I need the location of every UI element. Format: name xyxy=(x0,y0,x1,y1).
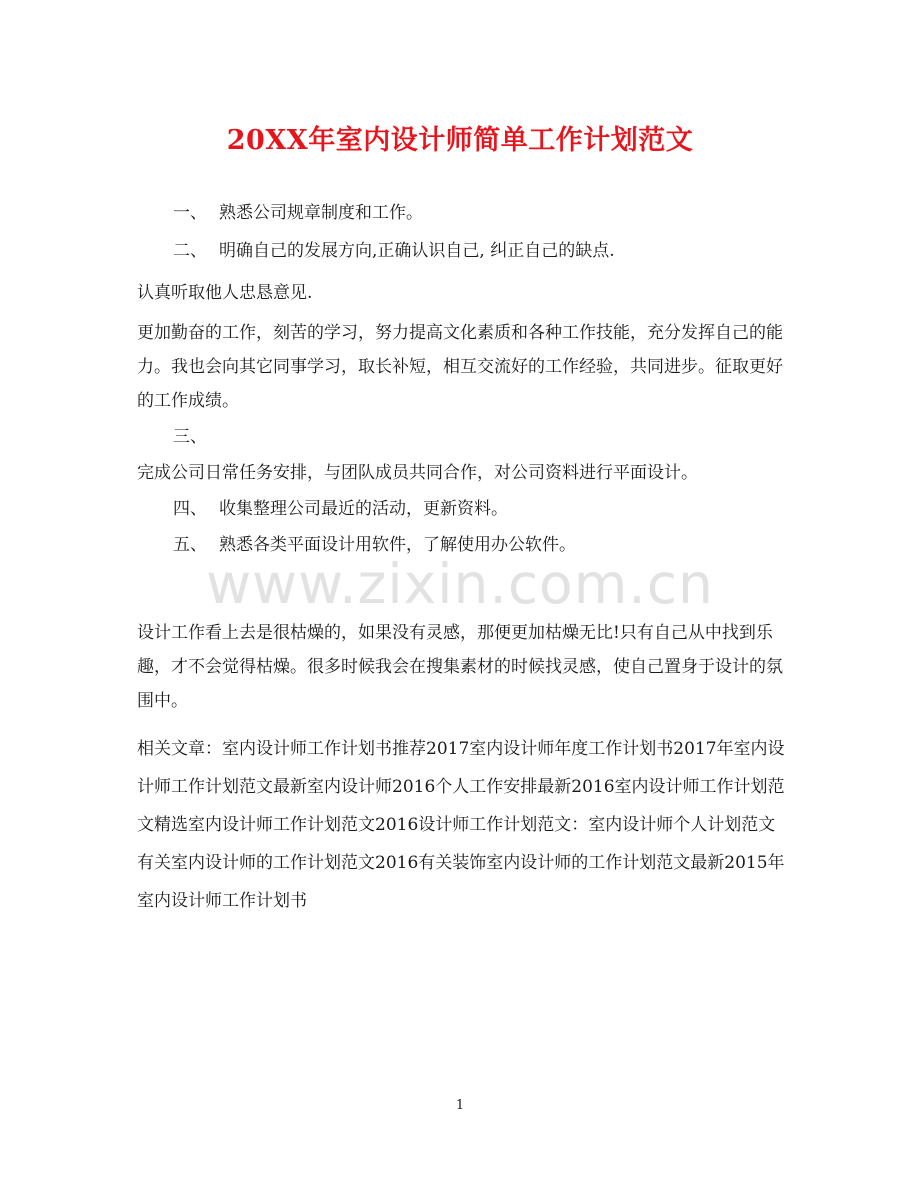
list-item-text: 收集整理公司最近的活动，更新资料。 xyxy=(219,499,508,519)
body-section-2 xyxy=(137,616,787,718)
watermark: www.zixin.com.cn xyxy=(206,552,714,616)
page-number: 1 xyxy=(455,1098,465,1113)
paragraph: 完成公司日常任务安排，与团队成员共同合作，对公司资料进行平面设计。 xyxy=(137,463,698,483)
list-item-number: 五、 xyxy=(173,535,207,555)
document-title: 20XX年室内设计师简单工作计划范文 xyxy=(226,125,694,156)
list-item-number: 三、 xyxy=(173,427,207,447)
list-item xyxy=(137,234,787,268)
list-item-number: 四、 xyxy=(173,499,207,519)
list-item-text: 熟悉公司规章制度和工作。 xyxy=(219,203,423,223)
list-item-number: 一、 xyxy=(173,203,207,223)
paragraph: 设计工作看上去是很枯燥的，如果没有灵感，那便更加枯燥无比!只有自己从中找到乐趣，才不会觉得枯燥。很多时候我会在搜集素材的时候找灵感，使自己置身于设计的氛围中。 xyxy=(137,623,783,711)
paragraph: 认真听取他人忠恳意见. xyxy=(137,283,313,303)
list-item-text: 明确自己的发展方向,正确认识自己, 纠正自己的缺点. xyxy=(219,241,615,261)
related-articles: 相关文章：室内设计师工作计划书推荐2017室内设计师年度工作计划书2017年室内设计师工作计划范文最新室内设计师2016个人工作安排最新2016室内设计师工作计划范文精选室内设计师工作计划范文2016设计师工作计划范文：室内设计师个人计划范文有关室内设计师的工作计划范文2016有关装饰室内设计师的工作计划范文最新2015年室内设计师工作计划书 xyxy=(137,739,785,911)
list-item xyxy=(137,492,787,526)
paragraph: 更加勤奋的工作，刻苦的学习，努力提高文化素质和各种工作技能，充分发挥自己的能力。我也会向其它同事学习，取长补短，相互交流好的工作经验，共同进步。征取更好的工作成绩。 xyxy=(137,323,783,411)
body-section-1 xyxy=(137,196,787,562)
list-item xyxy=(137,196,787,230)
list-item-text: 熟悉各类平面设计用软件，了解使用办公软件。 xyxy=(219,535,576,555)
list-item-number: 二、 xyxy=(173,241,207,261)
